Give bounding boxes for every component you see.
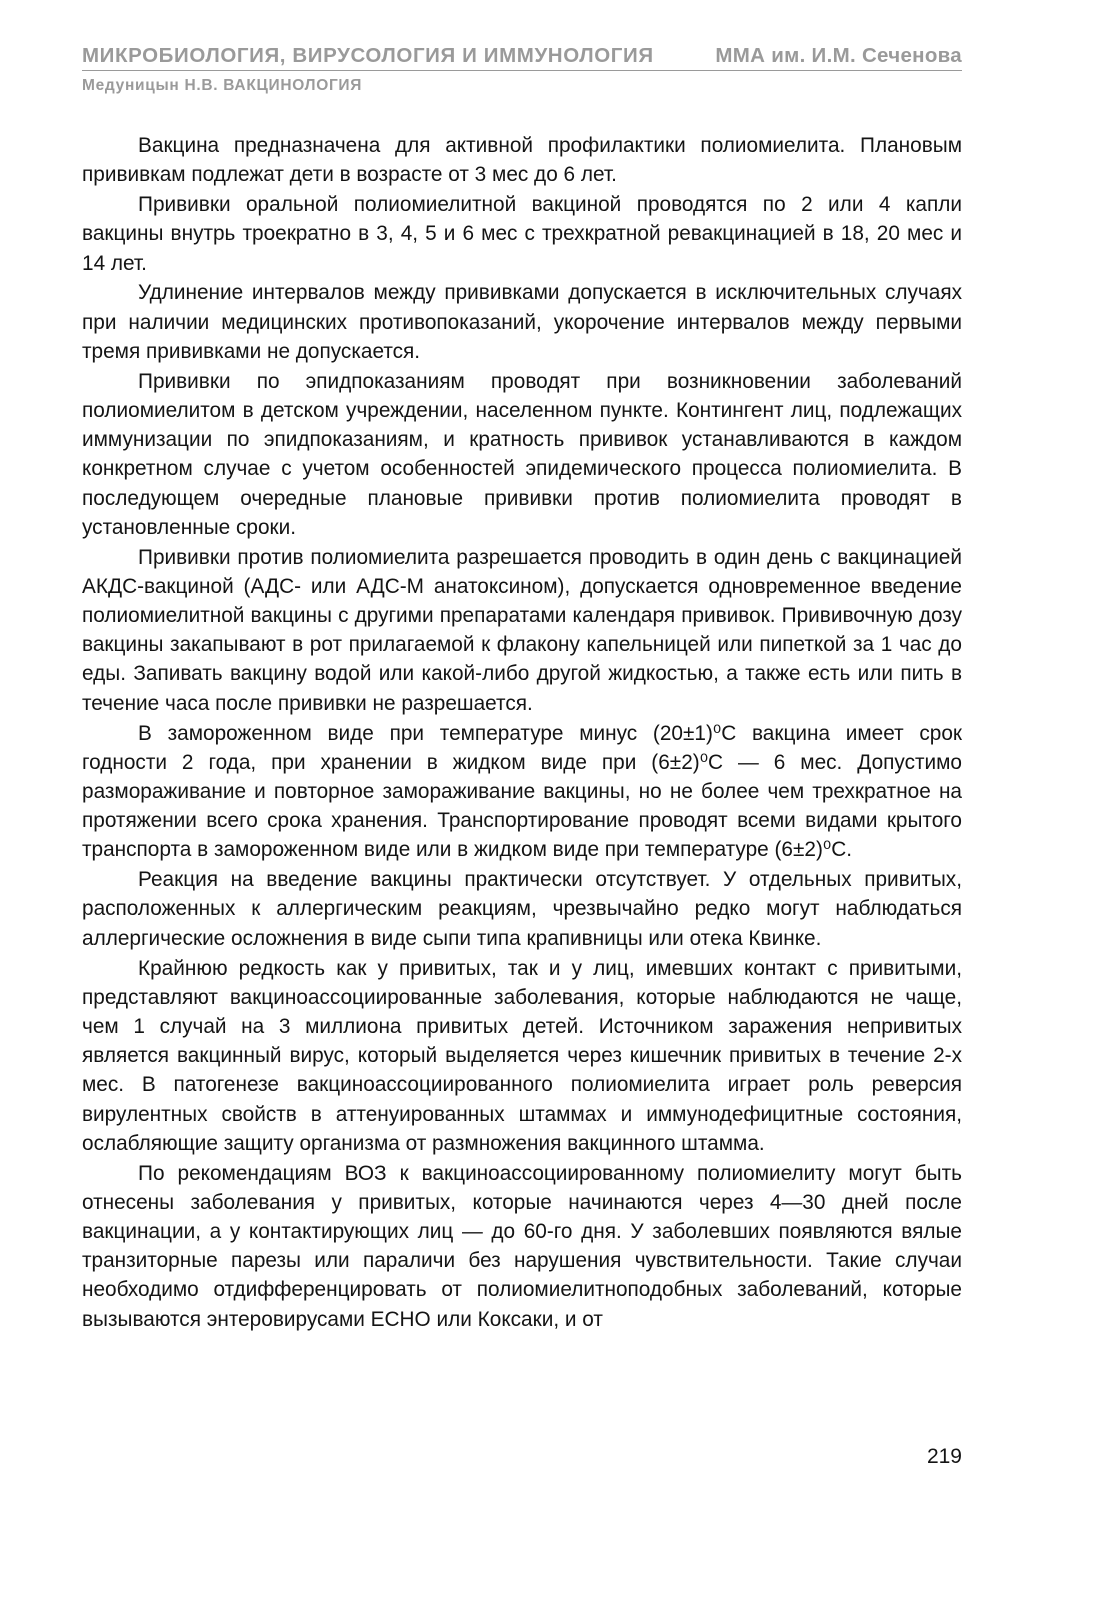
paragraph: Прививки по эпидпоказаниям проводят при возникновении заболеваний полиомиелитом в детском учреждении, населенном пункте. Контингент лиц, подлежащих иммунизации по эпидпоказаниям, и кратность прививок устанавливаются в каждом конкретном случае с учетом особенностей эпидемического процесса полиомиелита. В последующем очередные плановые прививки против полиомиелита проводят в установленные сроки.: [82, 369, 962, 539]
paragraph: Удлинение интервалов между прививками допускается в исключительных случаях при наличии медицинских противопоказаний, укорочение интервалов между первыми тремя прививками не допускается.: [82, 281, 962, 363]
paragraph: По рекомендациям ВОЗ к вакциноассоциированному полиомиелиту могут быть отнесены заболевания у привитых, которые начинаются через 4—30 дней после вакцинации, а у контактирующих лиц — до 60-го дня. У заболевших появляются вялые транзиторные парезы или параличи без нарушения чувствительности. Такие случаи необходимо отдифференцировать от полиомиелитноподобных заболеваний, которые вызываются энтеровирусами ЕСНО или Коксаки, и от: [82, 1161, 962, 1331]
page-number: 219: [926, 1445, 962, 1468]
paragraph: Вакцина предназначена для активной профилактики полиомиелита. Плановым прививкам подлежат дети в возрасте от 3 мес до 6 лет.: [82, 134, 962, 187]
header-institution: ММА им. И.М. Сеченова: [715, 44, 962, 67]
paragraph: Реакция на введение вакцины практически отсутствует. У отдельных привитых, расположенных к аллергическим реакциям, чрезвычайно редко могут наблюдаться аллергические осложнения в виде сыпи типа крапивницы или отека Квинке.: [82, 868, 962, 950]
page-body: [82, 131, 962, 1334]
paragraph: В замороженном виде при температуре минус (20±1)⁰С вакцина имеет срок годности 2 года, при хранении в жидком виде при (6±2)⁰С — 6 мес. Допустимо размораживание и повторное замораживание вакцины, но не более чем трехкратное на протяжении всего срока хранения. Транспортирование проводят всеми видами крытого транспорта в замороженном виде или в жидком виде при температуре (6±2)⁰С.: [82, 721, 962, 862]
header-author-book: Медуницын Н.В. ВАКЦИНОЛОГИЯ: [82, 77, 363, 94]
paragraph: Прививки против полиомиелита разрешается проводить в один день с вакцинацией АКДС-вакциной (АДС- или АДС-М анатоксином), допускается одновременное введение полиомиелитной вакцины с другими препаратами календаря прививок. Прививочную дозу вакцины закапывают в рот прилагаемой к флакону капельницей или пипеткой за 1 час до еды. Запивать вакцину водой или какой-либо другой жидкостью, а также есть или пить в течение часа после прививки не разрешается.: [82, 545, 962, 715]
running-header: [82, 44, 962, 71]
paragraph: Крайнюю редкость как у привитых, так и у лиц, имевших контакт с привитыми, представляют вакциноассоциированные заболевания, которые наблюдаются не чаще, чем 1 случай на 3 миллиона привитых детей. Источником заражения непривитых является вакцинный вирус, который выделяется через кишечник привитых в течение 2-х мес. В патогенезе вакциноассоциированного полиомиелита играет роль реверсия вирулентных свойств в аттенуированных штаммах и иммунодефицитные состояния, ослабляющие защиту организма от размножения вакцинного штамма.: [82, 956, 962, 1155]
paragraph: Прививки оральной полиомиелитной вакциной проводятся по 2 или 4 капли вакцины внутрь троекратно в 3, 4, 5 и 6 мес с трехкратной ревакцинацией в 18, 20 мес и 14 лет.: [82, 193, 962, 275]
header-subject-title: МИКРОБИОЛОГИЯ, ВИРУСОЛОГИЯ И ИММУНОЛОГИЯ: [82, 44, 654, 67]
